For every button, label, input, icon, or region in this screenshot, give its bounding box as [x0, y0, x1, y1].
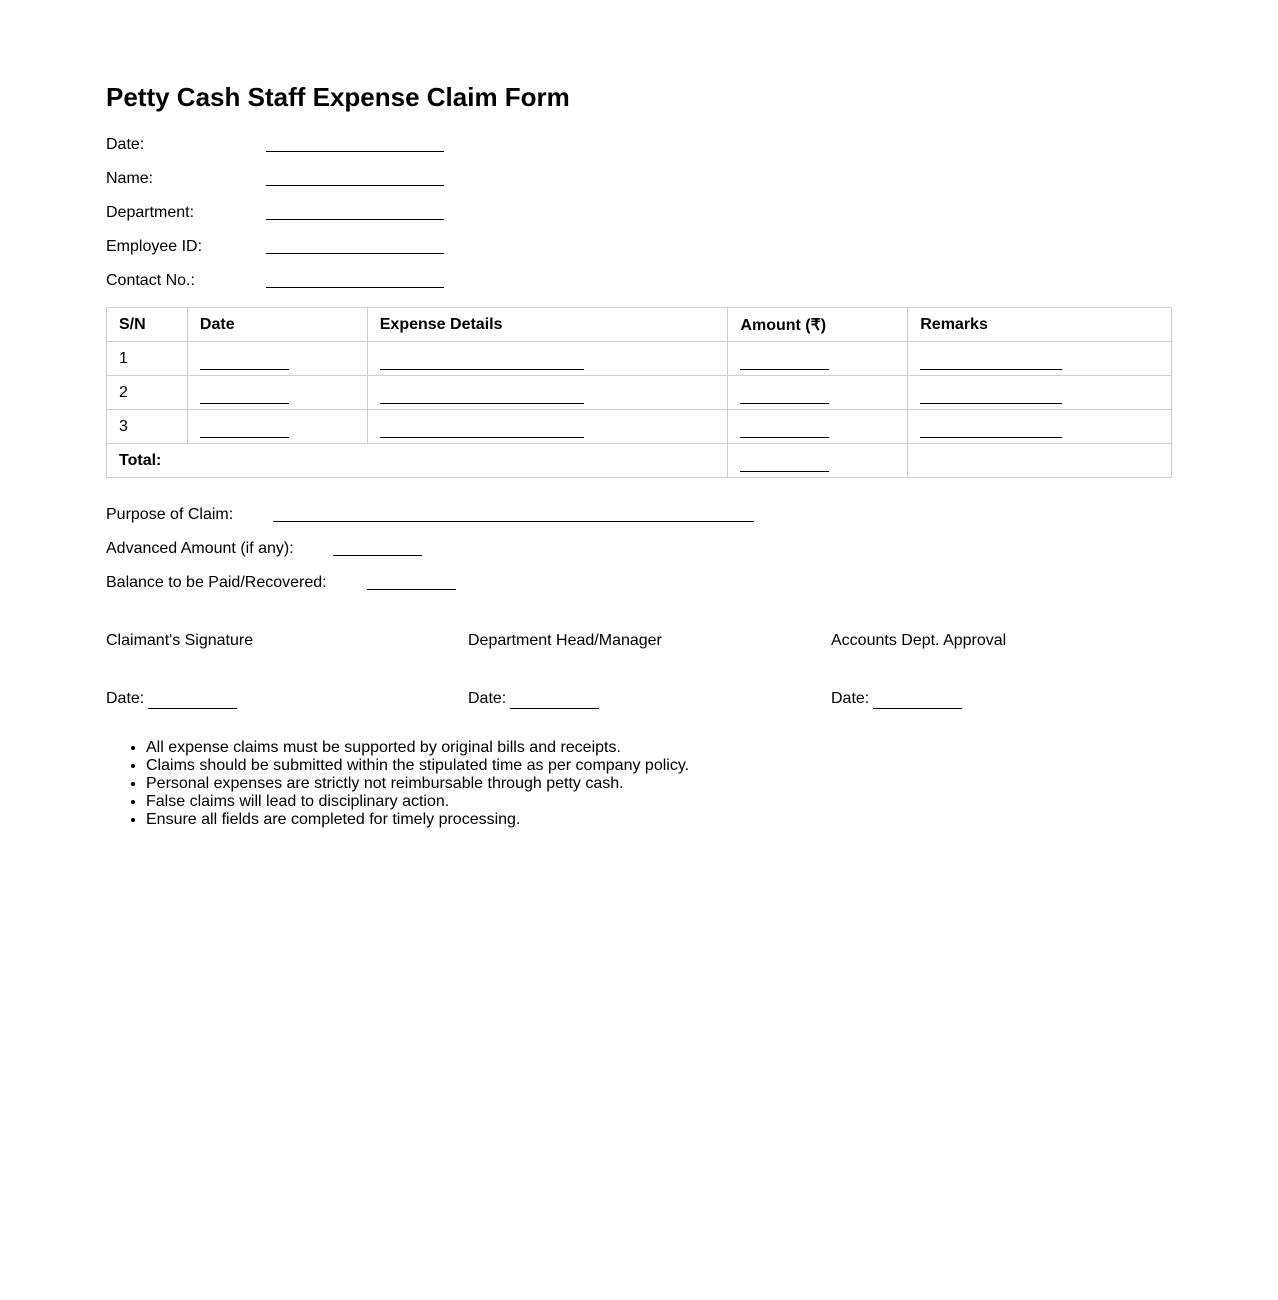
balance-row	[106, 573, 466, 593]
row-sn: 3	[107, 410, 188, 444]
amount-input-line[interactable]	[740, 389, 829, 404]
employee-id-input-line[interactable]	[266, 253, 444, 254]
signature-title: Accounts Dept. Approval	[831, 632, 1007, 649]
purpose-label: Purpose of Claim:	[106, 506, 234, 523]
list-item: • Claims should be submitted within the stipulated time as per company policy.	[146, 757, 689, 775]
signature-title: Claimant's Signature	[106, 632, 254, 649]
signature-date-input-line[interactable]	[148, 694, 237, 709]
total-row	[107, 444, 1172, 478]
header-expense-details: Expense Details	[367, 308, 728, 342]
row-date-cell	[187, 342, 367, 376]
header-date: Date	[187, 308, 367, 342]
header-sn: S/N	[107, 308, 188, 342]
total-label: Total:	[107, 444, 728, 478]
row-date-cell	[187, 376, 367, 410]
row-sn: 2	[107, 376, 188, 410]
table-header-row	[107, 308, 1172, 342]
advanced-amount-row	[106, 539, 436, 559]
date-input-line[interactable]	[200, 355, 289, 370]
field-label: Contact No.:	[106, 272, 195, 289]
balance-input-line[interactable]	[367, 589, 456, 590]
signature-date	[106, 689, 237, 709]
page-title: Petty Cash Staff Expense Claim Form	[106, 82, 570, 112]
total-empty-cell	[908, 444, 1172, 478]
signature-title: Department Head/Manager	[468, 632, 662, 649]
list-item: • All expense claims must be supported by original bills and receipts.	[146, 739, 689, 757]
table-row	[107, 376, 1172, 410]
row-amount-cell	[728, 376, 908, 410]
balance-label: Balance to be Paid/Recovered:	[106, 574, 327, 591]
header-remarks: Remarks	[908, 308, 1172, 342]
department-input-line[interactable]	[266, 219, 444, 220]
notes-list	[106, 739, 689, 829]
signature-date-input-line[interactable]	[873, 694, 962, 709]
remarks-input-line[interactable]	[920, 423, 1062, 438]
purpose-input-line[interactable]	[273, 521, 754, 522]
total-amount-input-line[interactable]	[740, 457, 829, 472]
field-label: Date:	[106, 136, 145, 153]
date-input-line[interactable]	[200, 423, 289, 438]
signature-date-label: Date:	[106, 690, 145, 707]
contact-input-line[interactable]	[266, 287, 444, 288]
signature-date-label: Date:	[831, 690, 870, 707]
signature-date-input-line[interactable]	[510, 694, 599, 709]
row-remarks-cell	[908, 376, 1172, 410]
remarks-input-line[interactable]	[920, 355, 1062, 370]
date-input-line[interactable]	[200, 389, 289, 404]
details-input-line[interactable]	[380, 389, 584, 404]
remarks-input-line[interactable]	[920, 389, 1062, 404]
row-details-cell	[367, 342, 728, 376]
list-item: • Ensure all fields are completed for timely processing.	[146, 811, 689, 829]
date-input-line[interactable]	[266, 151, 444, 152]
row-sn: 1	[107, 342, 188, 376]
row-amount-cell	[728, 342, 908, 376]
advanced-amount-input-line[interactable]	[333, 555, 422, 556]
row-details-cell	[367, 376, 728, 410]
purpose-row	[106, 505, 766, 525]
row-date-cell	[187, 410, 367, 444]
row-remarks-cell	[908, 342, 1172, 376]
expense-table	[106, 307, 1172, 478]
row-amount-cell	[728, 410, 908, 444]
amount-input-line[interactable]	[740, 423, 829, 438]
field-label: Employee ID:	[106, 238, 203, 255]
signature-date-label: Date:	[468, 690, 507, 707]
row-details-cell	[367, 410, 728, 444]
list-item: • Personal expenses are strictly not reimbursable through petty cash.	[146, 775, 689, 793]
details-input-line[interactable]	[380, 355, 584, 370]
table-row	[107, 410, 1172, 444]
field-label: Department:	[106, 204, 195, 221]
advanced-amount-label: Advanced Amount (if any):	[106, 540, 294, 557]
signature-date	[468, 689, 599, 709]
amount-input-line[interactable]	[740, 355, 829, 370]
field-label: Name:	[106, 170, 154, 187]
list-item: • False claims will lead to disciplinary action.	[146, 793, 689, 811]
signature-date	[831, 689, 962, 709]
total-amount-cell	[728, 444, 908, 478]
header-amount: Amount (₹)	[728, 308, 908, 342]
table-row	[107, 342, 1172, 376]
name-input-line[interactable]	[266, 185, 444, 186]
details-input-line[interactable]	[380, 423, 584, 438]
row-remarks-cell	[908, 410, 1172, 444]
